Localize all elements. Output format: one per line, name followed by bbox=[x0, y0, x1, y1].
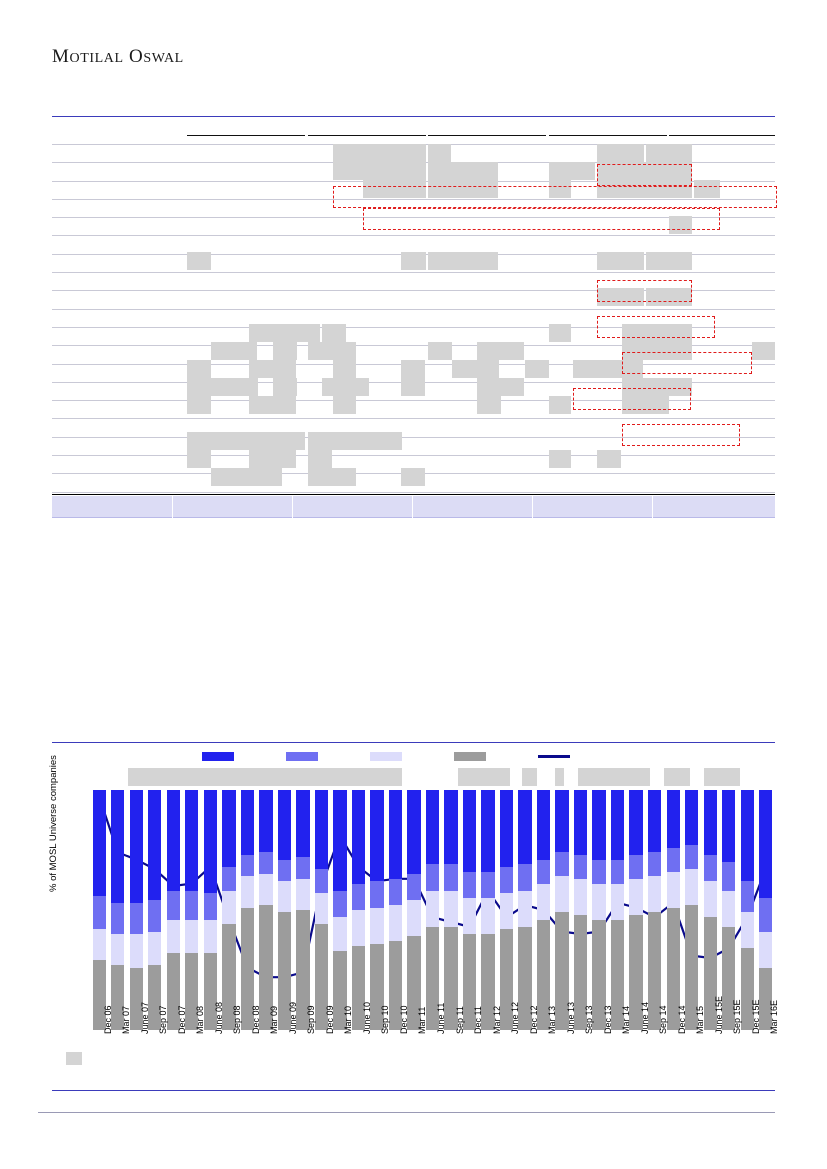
x-axis-tick-label: June 14 bbox=[639, 1001, 650, 1034]
table-top-rule bbox=[52, 116, 775, 117]
bar-segment bbox=[759, 898, 772, 932]
x-axis-tick-label: Sep 13 bbox=[584, 1005, 595, 1034]
table-cell-shaded bbox=[308, 342, 356, 360]
table-highlight-box bbox=[597, 316, 715, 338]
y-axis-label: % of MOSL Universe companies bbox=[48, 755, 59, 892]
bar-segment bbox=[574, 855, 587, 879]
bar-segment bbox=[241, 790, 254, 855]
x-axis-tick-label: Dec 12 bbox=[528, 1005, 539, 1034]
bar-segment bbox=[426, 864, 439, 890]
bar-segment bbox=[611, 860, 624, 884]
table-cell-shaded bbox=[308, 450, 332, 468]
bar-segment bbox=[352, 790, 365, 884]
legend-color-swatch bbox=[454, 752, 486, 761]
bar-column bbox=[296, 790, 309, 1030]
table-cell-shaded bbox=[333, 162, 426, 180]
total-row-tick bbox=[412, 496, 413, 518]
bar-segment bbox=[278, 860, 291, 882]
bar-segment bbox=[759, 790, 772, 898]
bar-segment bbox=[370, 881, 383, 907]
bar-column bbox=[130, 790, 143, 1030]
chart-top-rule bbox=[52, 742, 775, 743]
bar-column bbox=[592, 790, 605, 1030]
table-cell-shaded bbox=[477, 378, 524, 396]
table-group-rule bbox=[428, 135, 546, 136]
bar-segment bbox=[685, 790, 698, 845]
bar-column bbox=[315, 790, 328, 1030]
table-highlight-box bbox=[622, 424, 740, 446]
x-axis-tick-label: June 11 bbox=[436, 1002, 446, 1034]
table-cell-shaded bbox=[477, 342, 524, 360]
bar-segment bbox=[518, 790, 531, 864]
bar-segment bbox=[296, 857, 309, 879]
table-highlight-box bbox=[597, 164, 692, 186]
table-row bbox=[52, 492, 775, 493]
x-axis-tick-label: Sep 14 bbox=[658, 1005, 669, 1034]
legend-line-swatch bbox=[538, 755, 570, 758]
table-cell-shaded bbox=[597, 144, 644, 162]
bar-column bbox=[389, 790, 402, 1030]
x-axis-tick-label: Dec 11 bbox=[473, 1006, 484, 1034]
bar-segment bbox=[426, 790, 439, 864]
x-axis-tick-label: Mar 09 bbox=[269, 1005, 280, 1034]
table-cell-shaded bbox=[308, 468, 356, 486]
bar-segment bbox=[667, 872, 680, 908]
x-axis-tick-label: Mar 16E bbox=[769, 999, 780, 1034]
x-axis-tick-label: Sep 10 bbox=[380, 1005, 391, 1034]
bar-segment bbox=[204, 920, 217, 954]
bar-segment bbox=[537, 790, 550, 860]
bar-column bbox=[167, 790, 180, 1030]
bar-segment bbox=[111, 790, 124, 903]
table-cell-shaded bbox=[187, 450, 211, 468]
total-row-tick bbox=[292, 496, 293, 518]
bar-segment bbox=[333, 891, 346, 917]
x-axis-tick-label: June 09 bbox=[287, 1001, 298, 1034]
table-cell-shaded bbox=[549, 162, 595, 180]
bar-segment bbox=[370, 908, 383, 944]
bar-segment bbox=[741, 881, 754, 912]
table-cell-shaded bbox=[187, 360, 211, 378]
bar-segment bbox=[315, 893, 328, 924]
bar-column bbox=[555, 790, 568, 1030]
bar-segment bbox=[407, 790, 420, 874]
x-axis-tick-label: Dec 07 bbox=[176, 1005, 187, 1034]
bar-segment bbox=[722, 862, 735, 891]
x-axis-tick-label: Dec 10 bbox=[398, 1005, 409, 1034]
bar-segment bbox=[407, 900, 420, 936]
table-cell-shaded bbox=[597, 252, 644, 270]
bar-segment bbox=[222, 867, 235, 891]
x-axis-tick-label: Mar 08 bbox=[195, 1005, 206, 1034]
bar-segment bbox=[222, 790, 235, 867]
table-cell-shaded bbox=[211, 342, 257, 360]
bar-column bbox=[518, 790, 531, 1030]
bar-column bbox=[500, 790, 513, 1030]
bar-segment bbox=[278, 881, 291, 912]
legend-color-swatch bbox=[202, 752, 234, 761]
bar-segment bbox=[389, 879, 402, 905]
bar-segment bbox=[259, 874, 272, 905]
bar-segment bbox=[259, 790, 272, 852]
bar-column bbox=[648, 790, 661, 1030]
x-axis-tick-label: Dec 15E bbox=[750, 999, 761, 1034]
bar-column bbox=[93, 790, 106, 1030]
bar-segment bbox=[648, 876, 661, 912]
table-cell-shaded bbox=[428, 342, 452, 360]
table-group-rule bbox=[187, 135, 305, 136]
x-axis-tick-label: June 07 bbox=[139, 1001, 150, 1034]
x-axis-tick-label: Sep 11 bbox=[454, 1006, 465, 1034]
bar-column bbox=[148, 790, 161, 1030]
bar-column bbox=[444, 790, 457, 1030]
x-axis-tick-label: Dec 13 bbox=[602, 1005, 613, 1034]
bar-segment bbox=[111, 903, 124, 934]
x-axis-labels bbox=[90, 995, 780, 1086]
bar-segment bbox=[592, 860, 605, 884]
bar-column bbox=[185, 790, 198, 1030]
bar-segment bbox=[426, 891, 439, 927]
table-cell-shaded bbox=[428, 162, 498, 180]
bar-column bbox=[222, 790, 235, 1030]
table-cell-shaded bbox=[428, 252, 498, 270]
bar-segment bbox=[463, 790, 476, 872]
bar-segment bbox=[500, 893, 513, 929]
bar-column bbox=[259, 790, 272, 1030]
bar-segment bbox=[500, 790, 513, 867]
x-axis-tick-label: Mar 07 bbox=[121, 1005, 132, 1034]
x-axis-tick-label: Sep 07 bbox=[158, 1005, 169, 1034]
table-cell-shaded bbox=[646, 252, 692, 270]
table-bottom-rule bbox=[52, 494, 775, 495]
total-row-tick bbox=[172, 496, 173, 518]
table-cell-shaded bbox=[333, 144, 426, 162]
bar-segment bbox=[204, 790, 217, 893]
bar-segment bbox=[111, 934, 124, 965]
bar-column bbox=[741, 790, 754, 1030]
bar-segment bbox=[667, 790, 680, 848]
bar-segment bbox=[148, 900, 161, 931]
bar-segment bbox=[222, 891, 235, 925]
table-cell-shaded bbox=[333, 396, 356, 414]
x-axis-tick-label: Mar 12 bbox=[491, 1005, 502, 1034]
x-axis-tick-label: Mar 13 bbox=[547, 1005, 558, 1034]
table-cell-shaded bbox=[333, 360, 356, 378]
bar-segment bbox=[722, 891, 735, 927]
bar-segment bbox=[444, 790, 457, 864]
bar-column bbox=[629, 790, 642, 1030]
x-axis-tick-label: June 12 bbox=[510, 1001, 521, 1034]
bar-segment bbox=[185, 891, 198, 920]
bar-segment bbox=[278, 790, 291, 860]
bar-column bbox=[611, 790, 624, 1030]
bar-segment bbox=[352, 910, 365, 946]
bar-column bbox=[407, 790, 420, 1030]
table-row bbox=[52, 272, 775, 273]
bar-segment bbox=[93, 896, 106, 930]
bar-segment bbox=[167, 891, 180, 920]
x-axis-tick-label: Mar 15 bbox=[695, 1005, 706, 1034]
bar-segment bbox=[611, 884, 624, 920]
table-cell-shaded bbox=[308, 432, 402, 450]
table-cell-shaded bbox=[549, 450, 571, 468]
table-cell-shaded bbox=[401, 378, 425, 396]
bar-segment bbox=[592, 790, 605, 860]
x-axis-tick-label: Dec 09 bbox=[324, 1005, 335, 1034]
bar-column bbox=[278, 790, 291, 1030]
bar-segment bbox=[611, 790, 624, 860]
bar-segment bbox=[555, 876, 568, 912]
table-row bbox=[52, 455, 775, 456]
bar-segment bbox=[481, 872, 494, 898]
bar-segment bbox=[315, 790, 328, 869]
bar-segment bbox=[574, 790, 587, 855]
bar-segment bbox=[518, 891, 531, 927]
bar-segment bbox=[241, 855, 254, 877]
bar-column bbox=[352, 790, 365, 1030]
bar-column bbox=[704, 790, 717, 1030]
bar-column bbox=[111, 790, 124, 1030]
table-group-rules bbox=[52, 135, 775, 137]
bar-segment bbox=[389, 790, 402, 879]
x-axis-tick-label: June 13 bbox=[565, 1001, 576, 1034]
table-total-row bbox=[52, 496, 775, 518]
x-axis-tick-label: June 15E bbox=[713, 995, 724, 1034]
table-cell-shaded bbox=[597, 450, 621, 468]
bar-segment bbox=[667, 848, 680, 872]
page-bottom-rule bbox=[38, 1112, 775, 1113]
bar-segment bbox=[704, 855, 717, 881]
bar-column bbox=[537, 790, 550, 1030]
table-row bbox=[52, 235, 775, 236]
total-row-tick bbox=[532, 496, 533, 518]
x-axis-tick-label: Mar 11 bbox=[417, 1006, 428, 1034]
bar-segment bbox=[93, 790, 106, 896]
x-axis-tick-label: June 08 bbox=[213, 1001, 224, 1034]
x-axis-tick-label: Mar 14 bbox=[621, 1005, 632, 1034]
table-cell-shaded bbox=[187, 378, 258, 396]
bar-segment bbox=[518, 864, 531, 890]
table-cell-shaded bbox=[187, 252, 211, 270]
bar-column bbox=[204, 790, 217, 1030]
bar-segment bbox=[241, 876, 254, 907]
bar-segment bbox=[555, 790, 568, 852]
bar-segment bbox=[537, 884, 550, 920]
table-highlight-box bbox=[573, 388, 691, 410]
table-cell-shaded bbox=[249, 324, 320, 342]
bar-segment bbox=[185, 790, 198, 891]
bar-column bbox=[481, 790, 494, 1030]
bar-segment bbox=[296, 879, 309, 910]
bar-column bbox=[426, 790, 439, 1030]
table-cell-shaded bbox=[211, 468, 282, 486]
table-cell-shaded bbox=[249, 396, 296, 414]
bar-segment bbox=[130, 903, 143, 934]
bar-segment bbox=[463, 898, 476, 934]
x-axis-tick-label: Dec 06 bbox=[102, 1005, 113, 1034]
bar-segment bbox=[167, 790, 180, 891]
bar-segment bbox=[629, 855, 642, 879]
x-axis-tick-label: Sep 08 bbox=[232, 1005, 243, 1034]
bar-column bbox=[463, 790, 476, 1030]
table-row bbox=[52, 309, 775, 310]
bar-segment bbox=[370, 790, 383, 881]
x-axis-tick-label: Dec 08 bbox=[250, 1005, 261, 1034]
bar-segment bbox=[648, 790, 661, 852]
table-cell-shaded bbox=[249, 450, 296, 468]
chart-bottom-rule bbox=[52, 1090, 775, 1091]
bar-segment bbox=[130, 934, 143, 968]
table-cell-shaded bbox=[452, 360, 499, 378]
table-group-rule bbox=[669, 135, 775, 136]
bar-column bbox=[667, 790, 680, 1030]
bar-segment bbox=[130, 790, 143, 903]
x-axis-tick-label: Sep 15E bbox=[732, 999, 743, 1034]
x-axis-tick-label: Sep 09 bbox=[306, 1005, 317, 1034]
table-cell-shaded bbox=[549, 396, 571, 414]
legend-color-swatch bbox=[370, 752, 402, 761]
bar-segment bbox=[685, 845, 698, 869]
table-cell-shaded bbox=[525, 360, 549, 378]
bar-column bbox=[722, 790, 735, 1030]
chart-legend bbox=[202, 752, 570, 761]
bar-column bbox=[685, 790, 698, 1030]
bar-segment bbox=[407, 874, 420, 900]
bar-column bbox=[241, 790, 254, 1030]
bar-segment bbox=[704, 881, 717, 917]
bar-segment bbox=[204, 893, 217, 919]
bar-segment bbox=[296, 790, 309, 857]
bar-column bbox=[574, 790, 587, 1030]
bar-segment bbox=[555, 852, 568, 876]
table-cell-shaded bbox=[401, 360, 425, 378]
bar-segment bbox=[704, 790, 717, 855]
x-axis-tick-label: Mar 10 bbox=[343, 1005, 354, 1034]
bar-segment bbox=[629, 790, 642, 855]
bar-column bbox=[370, 790, 383, 1030]
bar-segment bbox=[537, 860, 550, 884]
table-cell-shaded bbox=[401, 468, 425, 486]
table-group-rule bbox=[549, 135, 667, 136]
bar-column bbox=[759, 790, 772, 1030]
table-cell-shaded bbox=[428, 144, 451, 162]
stacked-bar-chart bbox=[48, 742, 780, 1092]
table-cell-shaded bbox=[322, 378, 369, 396]
footer-swatch-icon bbox=[66, 1052, 82, 1065]
bar-segment bbox=[333, 790, 346, 891]
table-group-rule bbox=[308, 135, 426, 136]
x-axis-tick-label: June 10 bbox=[361, 1001, 372, 1034]
table-highlight-box bbox=[597, 280, 692, 302]
table-cell-shaded bbox=[752, 342, 775, 360]
legend-color-swatch bbox=[286, 752, 318, 761]
page-title: MOTILAL OSWAL bbox=[52, 46, 184, 67]
table-highlight-box bbox=[363, 208, 720, 230]
bar-segment bbox=[741, 790, 754, 881]
bar-segment bbox=[333, 917, 346, 951]
bar-segment bbox=[463, 872, 476, 898]
bar-segment bbox=[741, 912, 754, 948]
table-cell-shaded bbox=[477, 396, 501, 414]
bar-column bbox=[333, 790, 346, 1030]
table-highlight-box bbox=[333, 186, 777, 208]
total-row-tick bbox=[652, 496, 653, 518]
legend-label-band bbox=[90, 768, 775, 786]
bar-segment bbox=[500, 867, 513, 893]
bar-segment bbox=[759, 932, 772, 968]
table-cell-shaded bbox=[273, 342, 297, 360]
bar-segment bbox=[444, 864, 457, 890]
bar-segment bbox=[481, 898, 494, 934]
bar-segment bbox=[315, 869, 328, 893]
table-cell-shaded bbox=[322, 324, 346, 342]
table-cell-shaded bbox=[187, 432, 305, 450]
x-axis-tick-label: Dec 14 bbox=[676, 1005, 687, 1034]
bar-segment bbox=[148, 790, 161, 900]
data-table bbox=[52, 116, 775, 526]
table-highlight-box bbox=[622, 352, 752, 374]
table-cell-shaded bbox=[401, 252, 426, 270]
bar-segment bbox=[648, 852, 661, 876]
bar-segment bbox=[389, 905, 402, 941]
table-row bbox=[52, 418, 775, 419]
bar-segment bbox=[685, 869, 698, 905]
bar-segment bbox=[259, 852, 272, 874]
table-cell-shaded bbox=[249, 360, 296, 378]
bar-segment bbox=[148, 932, 161, 966]
bar-segment bbox=[93, 929, 106, 960]
table-cell-shaded bbox=[187, 396, 211, 414]
table-cell-shaded bbox=[273, 378, 297, 396]
chart-plot-area bbox=[90, 790, 775, 1030]
bar-segment bbox=[592, 884, 605, 920]
bar-segment bbox=[185, 920, 198, 954]
bar-segment bbox=[722, 790, 735, 862]
table-cell-shaded bbox=[646, 144, 692, 162]
bar-segment bbox=[481, 790, 494, 872]
bar-segment bbox=[629, 879, 642, 915]
table-cell-shaded bbox=[549, 324, 571, 342]
bar-segment bbox=[574, 879, 587, 915]
bar-segment bbox=[167, 920, 180, 954]
bar-segment bbox=[352, 884, 365, 910]
bar-segment bbox=[444, 891, 457, 927]
